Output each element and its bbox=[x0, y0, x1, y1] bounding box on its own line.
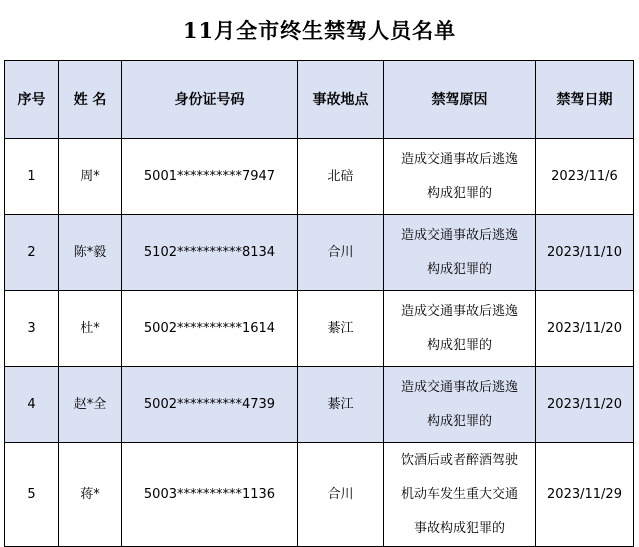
reason-line: 构成犯罪的 bbox=[426, 337, 492, 353]
table-row bbox=[5, 367, 634, 443]
reason-line: 造成交通事故后逃逸 bbox=[400, 151, 518, 167]
table-row bbox=[5, 139, 634, 215]
cell-place: 綦江 bbox=[298, 291, 384, 367]
cell-name: 周* bbox=[59, 139, 122, 215]
reason-line: 构成犯罪的 bbox=[426, 413, 492, 429]
reason-line: 造成交通事故后逃逸 bbox=[400, 227, 518, 243]
cell-date: 2023/11/20 bbox=[536, 367, 634, 443]
reason-line: 造成交通事故后逃逸 bbox=[400, 379, 518, 395]
cell-date: 2023/11/6 bbox=[536, 139, 634, 215]
reason-line: 机动车发生重大交通 bbox=[400, 486, 518, 502]
cell-place: 合川 bbox=[298, 443, 384, 547]
cell-name: 蒋* bbox=[59, 443, 122, 547]
cell-no: 5 bbox=[5, 443, 59, 547]
cell-reason bbox=[384, 215, 536, 291]
cell-id: 5001**********7947 bbox=[122, 139, 298, 215]
col-header-place: 事故地点 bbox=[298, 61, 384, 139]
reason-line: 饮酒后或者醉酒驾驶 bbox=[400, 452, 518, 468]
cell-no: 2 bbox=[5, 215, 59, 291]
reason-line: 构成犯罪的 bbox=[426, 185, 492, 201]
cell-name: 陈*毅 bbox=[59, 215, 122, 291]
table-row bbox=[5, 215, 634, 291]
reason-line: 事故构成犯罪的 bbox=[413, 520, 505, 536]
cell-no: 4 bbox=[5, 367, 59, 443]
cell-date: 2023/11/29 bbox=[536, 443, 634, 547]
reason-line: 构成犯罪的 bbox=[426, 261, 492, 277]
cell-place: 綦江 bbox=[298, 367, 384, 443]
cell-place: 合川 bbox=[298, 215, 384, 291]
cell-id: 5003**********1136 bbox=[122, 443, 298, 547]
reason-line: 造成交通事故后逃逸 bbox=[400, 303, 518, 319]
cell-name: 杜* bbox=[59, 291, 122, 367]
cell-id: 5002**********4739 bbox=[122, 367, 298, 443]
col-header-id: 身份证号码 bbox=[122, 61, 298, 139]
table-row bbox=[5, 291, 634, 367]
cell-no: 3 bbox=[5, 291, 59, 367]
table-row bbox=[5, 443, 634, 547]
col-header-reason: 禁驾原因 bbox=[384, 61, 536, 139]
col-header-date: 禁驾日期 bbox=[536, 61, 634, 139]
cell-no: 1 bbox=[5, 139, 59, 215]
ban-list-table bbox=[4, 60, 634, 547]
page-title: 11月全市终生禁驾人员名单 bbox=[182, 18, 457, 43]
table-header-row bbox=[5, 61, 634, 139]
cell-date: 2023/11/10 bbox=[536, 215, 634, 291]
col-header-no: 序号 bbox=[5, 61, 59, 139]
cell-reason bbox=[384, 443, 536, 547]
cell-place: 北碚 bbox=[298, 139, 384, 215]
cell-name: 赵*全 bbox=[59, 367, 122, 443]
cell-reason bbox=[384, 367, 536, 443]
cell-reason bbox=[384, 291, 536, 367]
cell-date: 2023/11/20 bbox=[536, 291, 634, 367]
cell-id: 5002**********1614 bbox=[122, 291, 298, 367]
col-header-name: 姓 名 bbox=[59, 61, 122, 139]
cell-id: 5102**********8134 bbox=[122, 215, 298, 291]
cell-reason bbox=[384, 139, 536, 215]
